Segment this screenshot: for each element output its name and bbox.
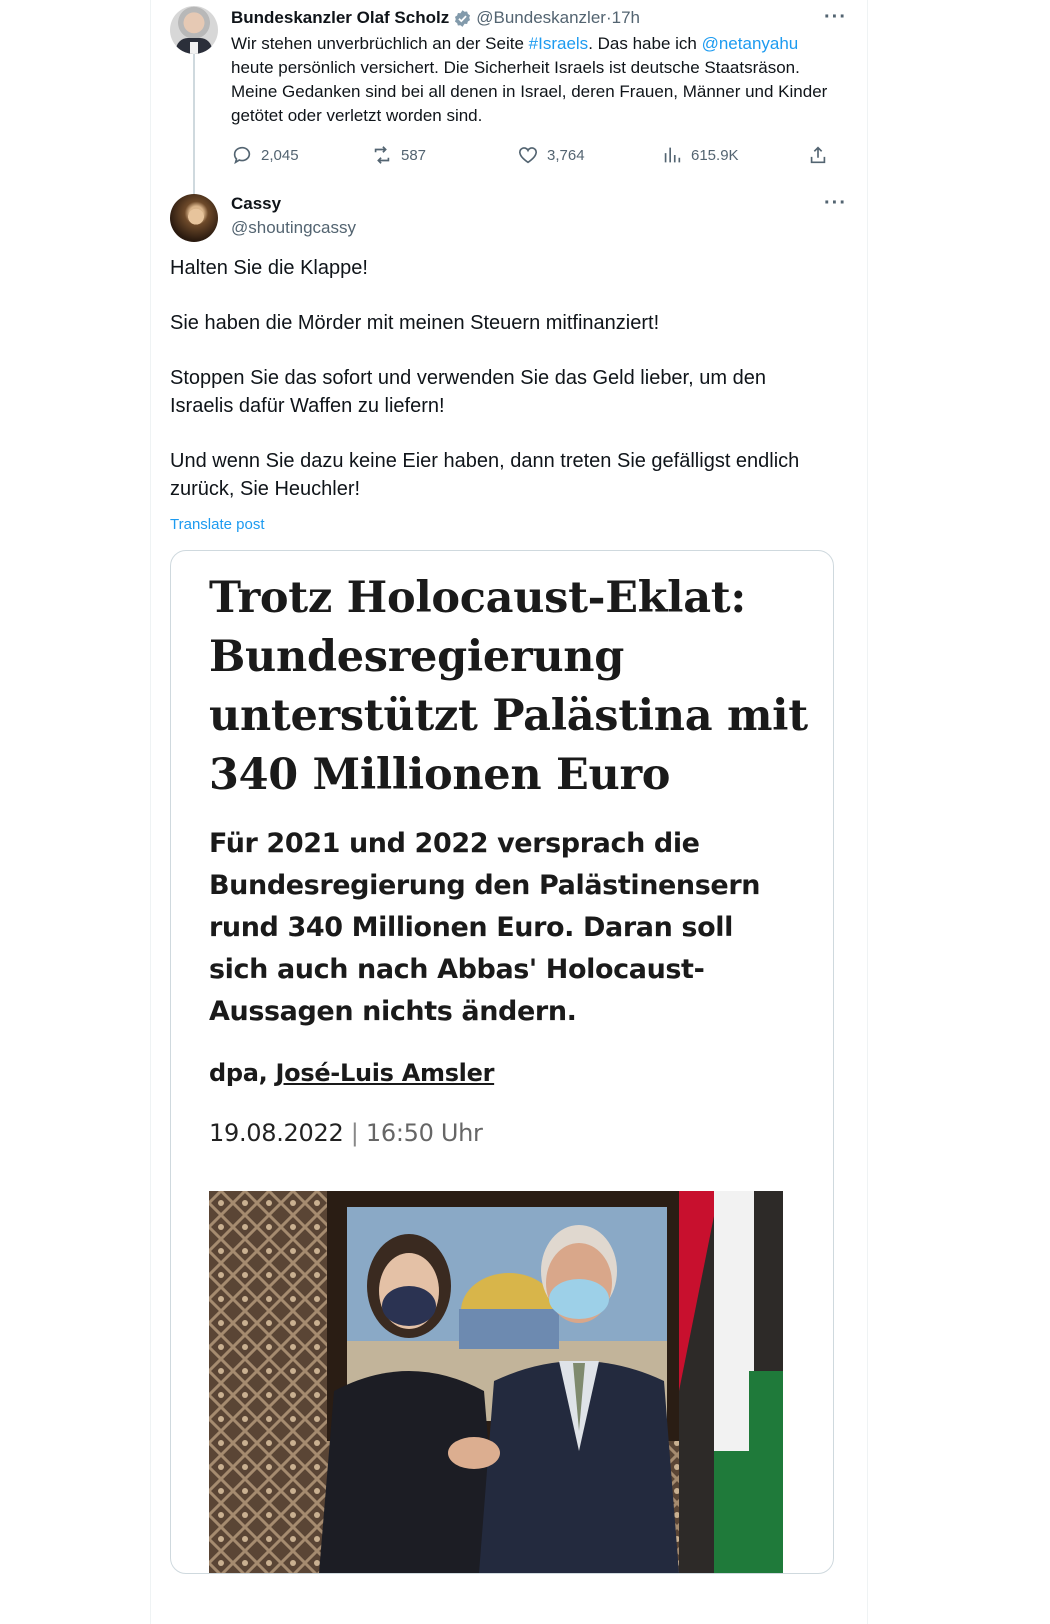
translate-post-link[interactable]: Translate post — [170, 516, 265, 533]
tweet-header — [231, 8, 640, 28]
reply-button[interactable] — [231, 144, 299, 166]
handle[interactable]: @Bundeskanzler — [476, 8, 606, 27]
tweet-text — [231, 32, 831, 128]
display-name[interactable]: Bundeskanzler Olaf Scholz — [231, 8, 450, 27]
display-name[interactable]: Cassy — [231, 194, 282, 213]
like-button[interactable] — [517, 144, 585, 166]
tweet-paragraph: Stoppen Sie das sofort und verwenden Sie das Geld lieber, um den Israelis dafür Waffen zu liefern! — [170, 367, 766, 417]
hashtag-link[interactable]: #Israels — [528, 34, 589, 53]
reply-icon — [231, 144, 253, 166]
article-time: 16:50 Uhr — [365, 1119, 483, 1147]
thread-connector — [193, 54, 195, 194]
timeline-column — [150, 0, 868, 1624]
repost-button[interactable] — [371, 144, 426, 166]
tweet-actions — [231, 144, 831, 168]
repost-count: 587 — [401, 146, 427, 164]
tweet-paragraph: Halten Sie die Klappe! — [170, 257, 368, 279]
tweet-text — [170, 254, 830, 530]
attached-image[interactable] — [170, 550, 834, 1574]
mention-link[interactable]: @netanyahu — [701, 34, 799, 53]
article-author: José-Luis Amsler — [275, 1059, 495, 1087]
byline-prefix: dpa, — [209, 1059, 276, 1087]
separator: · — [605, 8, 612, 27]
views-chart-icon — [661, 144, 683, 166]
article-subhead: Für 2021 und 2022 versprach die Bundesregierung den Palästinensern rund 340 Millionen Euro. Daran soll sich auch nach Abbas' Holocaust-Aussagen nichts ändern. — [209, 828, 761, 1027]
more-options-icon[interactable]: ··· — [824, 192, 847, 214]
article-photo — [209, 1191, 783, 1573]
share-icon — [807, 144, 829, 166]
date-separator: | — [343, 1119, 366, 1147]
text-segment: . Das habe ich — [588, 34, 702, 53]
avatar[interactable] — [170, 194, 218, 242]
article-headline: Trotz Holocaust-Eklat: Bundesregierung unterstützt Palästina mit 340 Millionen Euro — [209, 573, 808, 800]
article-date: 19.08.2022 — [209, 1119, 344, 1147]
view-count: 615.9K — [691, 146, 739, 164]
more-options-icon[interactable]: ··· — [824, 6, 847, 28]
handle[interactable]: @shoutingcassy — [231, 218, 356, 237]
like-count: 3,764 — [547, 146, 585, 164]
reply-count: 2,045 — [261, 146, 299, 164]
verified-badge-icon — [453, 9, 472, 28]
text-segment: heute persönlich versichert. Die Sicherheit Israels ist deutsche Staatsräson. Meine Gedanken sind bei all denen in Israel, deren Frauen, Männer und Kinder getötet oder verletzt worden sind. — [231, 58, 828, 125]
timestamp[interactable]: 17h — [611, 8, 640, 27]
tweet-paragraph: Und wenn Sie dazu keine Eier haben, dann treten Sie gefälligst endlich zurück, Sie Heuchler! — [170, 450, 800, 500]
text-segment: Wir stehen unverbrüchlich an der Seite — [231, 34, 529, 53]
handshake-photo-illustration — [209, 1191, 783, 1573]
repost-icon — [371, 144, 393, 166]
tweet-paragraph: Sie haben die Mörder mit meinen Steuern mitfinanziert! — [170, 312, 660, 334]
article-byline — [209, 1059, 494, 1087]
share-button[interactable] — [807, 144, 829, 166]
avatar[interactable] — [170, 6, 218, 54]
views-button[interactable] — [661, 144, 739, 166]
article-dateline — [209, 1119, 483, 1147]
heart-icon — [517, 144, 539, 166]
